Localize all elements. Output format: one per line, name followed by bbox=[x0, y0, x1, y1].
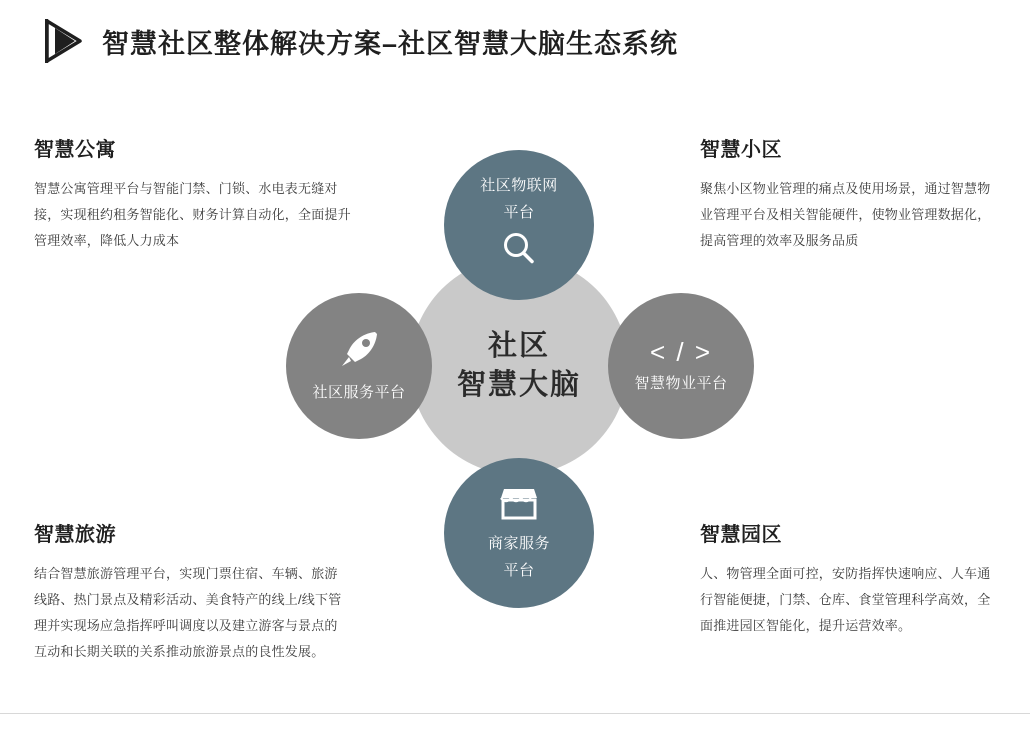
node-label-line2: 平台 bbox=[503, 561, 535, 579]
node-label-line1: 商家服务 bbox=[487, 535, 550, 553]
node-label-line2: 平台 bbox=[503, 203, 535, 221]
storefront-icon bbox=[496, 485, 542, 528]
section-title: 智慧旅游 bbox=[34, 524, 116, 546]
center-label-line1: 社区 bbox=[487, 329, 550, 362]
bottom-divider bbox=[0, 713, 1030, 714]
code-brackets-icon: < / > bbox=[649, 337, 713, 368]
section-body: 聚焦小区物业管理的痛点及使用场景，通过智慧物业管理平台及相关智能硬件，使物业管理数据化，提高管理的效率及服务品质 bbox=[700, 181, 991, 248]
section-body: 人、物管理全面可控，安防指挥快速响应、人车通行智能便捷，门禁、仓库、食堂管理科学高效，全面推进园区智能化，提升运营效率。 bbox=[700, 566, 991, 633]
node-label-line1: 智慧物业平台 bbox=[634, 375, 728, 393]
section-body: 智慧公寓管理平台与智能门禁、门锁、水电表无缝对接，实现租约租务智能化、财务计算自动化，全面提升管理效率，降低人力成本 bbox=[34, 181, 351, 248]
diagram-node-merchant-platform[interactable] bbox=[444, 458, 594, 608]
center-label-line2: 智慧大脑 bbox=[456, 369, 581, 401]
magnifier-icon bbox=[499, 229, 539, 274]
node-label-line1: 社区物联网 bbox=[480, 177, 558, 195]
section-title: 智慧公寓 bbox=[34, 139, 116, 161]
section-body: 结合智慧旅游管理平台，实现门票住宿、车辆、旅游线路、热门景点及精彩活动、美食特产的线上/线下管理并实现场应急指挥呼叫调度以及建立游客与景点的互动和长期关联的关系推动旅游景点的良性发展。 bbox=[34, 566, 342, 659]
section-title: 智慧园区 bbox=[700, 524, 782, 546]
diagram-node-iot-platform[interactable] bbox=[444, 150, 594, 300]
play-triangle-logo-icon bbox=[44, 18, 86, 64]
diagram-node-property-platform[interactable] bbox=[608, 293, 754, 439]
rocket-icon bbox=[337, 328, 381, 375]
page-header bbox=[44, 18, 678, 64]
ecosystem-diagram bbox=[278, 140, 758, 610]
diagram-node-community-service-platform[interactable] bbox=[286, 293, 432, 439]
page-title: 智慧社区整体解决方案–社区智慧大脑生态系统 bbox=[102, 28, 679, 59]
node-label-line1: 社区服务平台 bbox=[312, 384, 406, 402]
section-title: 智慧小区 bbox=[700, 139, 782, 161]
